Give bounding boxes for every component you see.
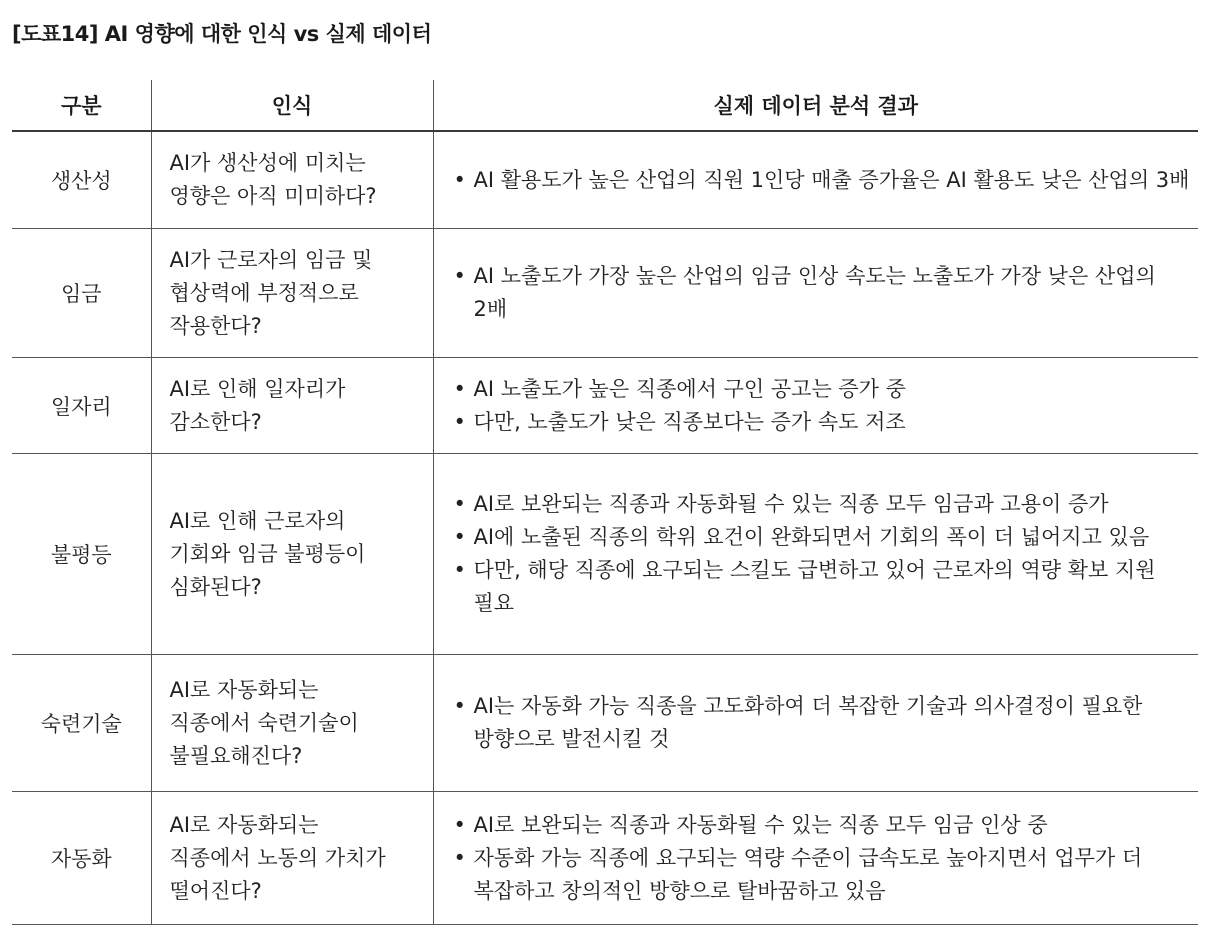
result-cell [433,655,1198,792]
result-item: • 다만, 해당 직종에 요구되는 스킬도 급변하고 있어 근로자의 역량 확보 지원 필요 [450,554,1193,620]
result-list [450,690,1193,756]
result-item: • AI로 보완되는 직종과 자동화될 수 있는 직종 모두 임금과 고용이 증가 [450,488,1193,521]
result-item: • 자동화 가능 직종에 요구되는 역량 수준이 급속도로 높아지면서 업무가 더 복잡하고 창의적인 방향으로 탈바꿈하고 있음 [450,842,1193,908]
result-cell [433,792,1198,925]
result-item: • AI 노출도가 가장 높은 산업의 임금 인상 속도는 노출도가 가장 낮은 산업의 2배 [450,260,1193,326]
category-cell: 불평등 [12,454,151,655]
header-category: 구분 [12,80,151,131]
result-cell [433,454,1198,655]
perception-cell [151,454,433,655]
comparison-table [12,80,1198,925]
perception-cell [151,229,433,358]
perception-cell [151,358,433,454]
result-list [450,260,1193,326]
header-perception: 인식 [151,80,433,131]
result-list [450,373,1193,439]
category-cell: 숙련기술 [12,655,151,792]
perception-text: AI가 근로자의 임금 및 협상력에 부정적으로 작용한다? [169,247,373,338]
result-cell [433,131,1198,229]
result-item: • AI는 자동화 가능 직종을 고도화하여 더 복잡한 기술과 의사결정이 필요한 방향으로 발전시킬 것 [450,690,1193,756]
result-item: • AI에 노출된 직종의 학위 요건이 완화되면서 기회의 폭이 더 넓어지고 있음 [450,521,1193,554]
perception-text: AI로 자동화되는 직종에서 노동의 가치가 떨어진다? [169,812,386,903]
header-result: 실제 데이터 분석 결과 [433,80,1198,131]
category-cell: 임금 [12,229,151,358]
table-row [12,358,1198,454]
table-row [12,792,1198,925]
table-title: [도표14] AI 영향에 대한 인식 vs 실제 데이터 [12,22,432,46]
result-cell [433,229,1198,358]
result-cell [433,358,1198,454]
category-cell: 일자리 [12,358,151,454]
perception-text: AI가 생산성에 미치는 영향은 아직 미미하다? [169,151,377,208]
perception-text: AI로 자동화되는 직종에서 숙련기술이 불필요해진다? [169,677,359,768]
result-item: • AI 활용도가 높은 산업의 직원 1인당 매출 증가율은 AI 활용도 낮은 산업의 3배 [450,164,1193,197]
result-item: • 다만, 노출도가 낮은 직종보다는 증가 속도 저조 [450,406,1193,439]
category-cell: 생산성 [50,169,112,193]
result-list [450,164,1193,197]
perception-text: AI로 인해 일자리가 감소한다? [169,376,346,434]
perception-cell [151,792,433,925]
table-row [12,131,1198,229]
perception-cell [151,131,433,229]
perception-cell [151,655,433,792]
table-row [12,655,1198,792]
table-row [12,454,1198,655]
header-row [12,80,1198,131]
table-row [12,229,1198,358]
category-cell: 자동화 [12,792,151,925]
result-item: • AI로 보완되는 직종과 자동화될 수 있는 직종 모두 임금 인상 중 [450,809,1193,842]
result-list [450,809,1193,908]
result-list [450,488,1193,620]
result-item: • AI 노출도가 높은 직종에서 구인 공고는 증가 중 [450,373,1193,406]
perception-text: AI로 인해 근로자의 기회와 임금 불평등이 심화된다? [169,508,366,599]
